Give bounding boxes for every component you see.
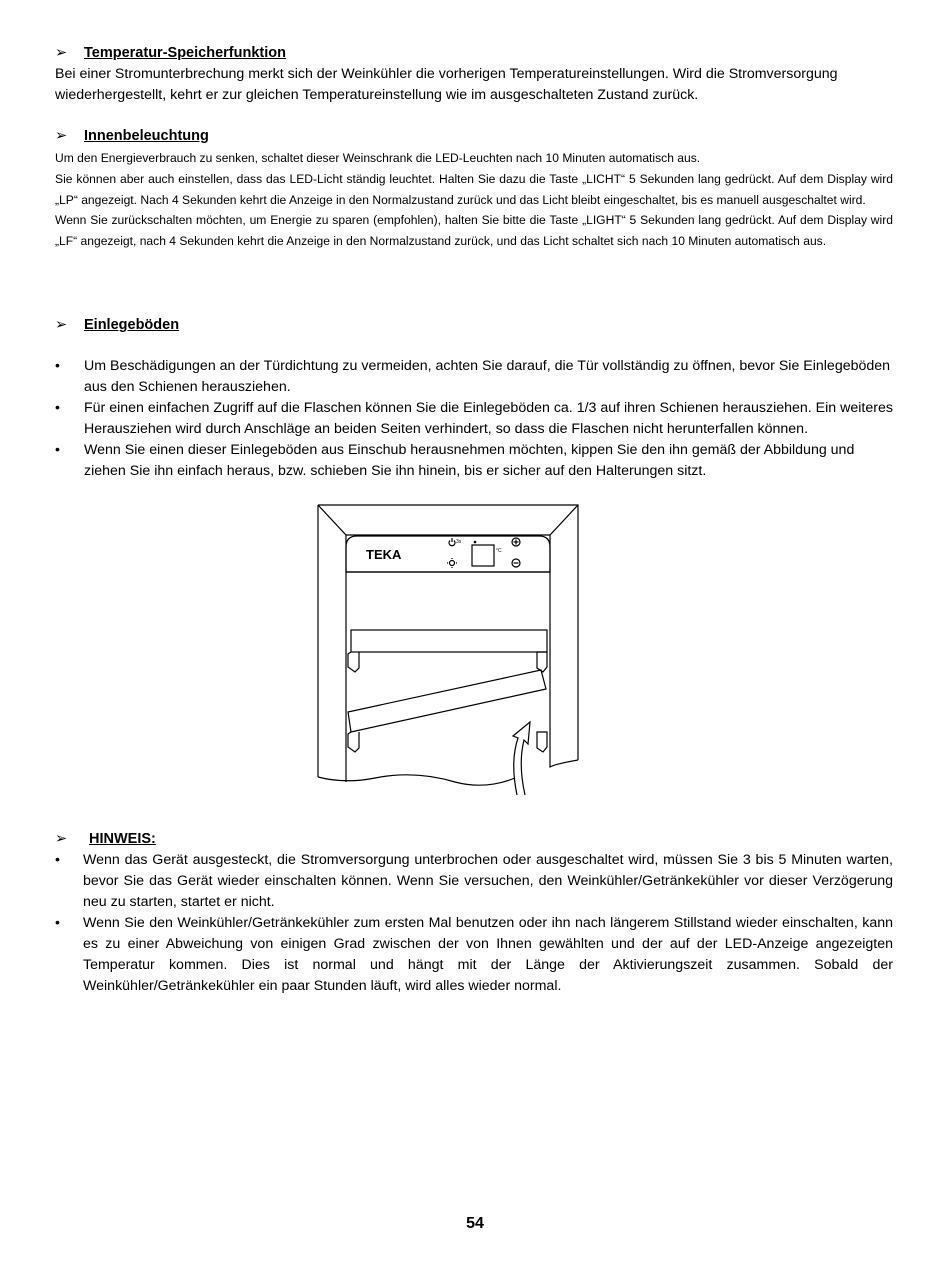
arrow-marker: ➢ <box>55 831 68 847</box>
list-item <box>55 913 893 997</box>
shelf-tilted <box>348 670 546 732</box>
unit-label: °C <box>496 548 502 554</box>
frame-top-bevel <box>318 505 578 535</box>
arrow-marker: ➢ <box>55 317 68 333</box>
heading-text: Innenbeleuchtung <box>84 128 209 144</box>
shelf-upper <box>351 630 547 652</box>
rail-right-upper <box>537 652 547 672</box>
arrow-icon <box>513 722 530 795</box>
list-item <box>55 356 893 398</box>
light-icon <box>450 561 455 566</box>
light-paragraph-3: Wenn Sie zurückschalten möchten, um Energie zu sparen (empfohlen), halten Sie bitte die Taste „LIGHT“ 5 Sekunden lang gedrückt. Auf dem Display wird „LF“ angezeigt, nach 4 Sekunden kehrt die Anzeige in den Normalzustand zurück, und das Licht schaltet sich nach 10 Minuten automatisch aus. <box>55 213 893 249</box>
light-paragraph-2: Sie können aber auch einstellen, dass das LED-Licht ständig leuchtet. Halten Sie dazu die Taste „LICHT“ 5 Sekunden lang gedrückt. Auf dem Display wird „LP“ angezeigt. Nach 4 Sekunden kehrt die Anzeige in den Normalzustand zurück und das Licht bleibt eingeschaltet, bis es manuell ausgeschaltet wird. <box>55 171 893 207</box>
list-item <box>55 440 893 482</box>
note-list <box>55 850 893 997</box>
heading-text: Einlegeböden <box>84 317 180 333</box>
list-item-text: Für einen einfachen Zugriff auf die Flaschen können Sie die Einlegeböden ca. 1/3 auf ihren Schienen herausziehen. Ein weiteres Herausziehen wird durch Anschläge an beiden Seiten verhindert, so dass die Flaschen nicht herunterfallen können. <box>84 400 893 437</box>
light-paragraph-1: Um den Energieverbrauch zu senken, schaltet dieser Weinschrank die LED-Leuchten nach 10 Minuten automatisch aus. <box>55 151 701 165</box>
shelves-list <box>55 356 893 482</box>
heading-note <box>55 831 156 847</box>
page-number: 54 <box>466 1215 484 1232</box>
cut-line <box>318 775 515 785</box>
list-item-text: Wenn Sie den Weinkühler/Getränkekühler zum ersten Mal benutzen oder ihn nach längerem Stillstand wieder einschalten, kann es zu einer Abweichung von einigen Grad zwischen der von Ihnen gewählten und der auf der LED-Anzeige angezeigten Temperatur kommen. Dies ist normal und hängt mit der Länge der Aktivierungszeit zusammen. Sobald der Weinkühler/Getränkekühler ein paar Stunden läuft, wird alles wieder normal. <box>83 915 893 994</box>
rail-right-lower <box>537 732 547 752</box>
bullet-dot: • <box>55 852 60 868</box>
indicator-dot <box>474 541 477 544</box>
rail-left-lower <box>348 732 359 752</box>
list-item <box>55 850 893 913</box>
bullet-dot: • <box>55 442 60 458</box>
list-item-text: Um Beschädigungen an der Türdichtung zu vermeiden, achten Sie darauf, die Tür vollständig zu öffnen, bevor Sie Einlegeböden aus den Schienen herausziehen. <box>84 358 891 395</box>
brand-logo: TEKA <box>366 547 402 562</box>
heading-temperature-memory <box>55 45 286 61</box>
list-item <box>55 398 893 440</box>
bullet-dot: • <box>55 358 60 374</box>
display-box <box>472 545 494 566</box>
arrow-marker: ➢ <box>55 45 68 61</box>
shelf-removal-illustration <box>315 502 583 798</box>
bullet-dot: • <box>55 400 60 416</box>
arrow-marker: ➢ <box>55 128 68 144</box>
heading-text: Temperatur-Speicherfunktion <box>84 45 286 61</box>
bullet-dot: • <box>55 915 60 931</box>
temperature-memory-text: Bei einer Stromunterbrechung merkt sich der Weinkühler die vorherigen Temperatureinstellungen. Wird die Stromversorgung wiederhergestellt, kehrt er zur gleichen Temperatureinstellung wie im ausgeschalteten Zustand zurück. <box>55 66 838 103</box>
power-label: 3s <box>456 539 462 545</box>
list-item-text: Wenn Sie einen dieser Einlegeböden aus Einschub herausnehmen möchten, kippen Sie den ihn gemäß der Abbildung und ziehen Sie ihn einfach heraus, bzw. schieben Sie ihn hinein, bis er sicher auf den Halterungen sitzt. <box>84 442 855 479</box>
heading-text: HINWEIS: <box>89 831 156 847</box>
cabinet-frame <box>318 505 578 760</box>
heading-shelves <box>55 317 179 333</box>
heading-interior-light <box>55 128 209 144</box>
rail-left-upper <box>348 652 359 672</box>
interior-light-text <box>55 148 893 252</box>
list-item-text: Wenn das Gerät ausgesteckt, die Stromversorgung unterbrochen oder ausgeschaltet wird, müssen Sie 3 bis 5 Minuten warten, bevor Sie das Gerät wieder einschalten können. Wenn Sie versuchen, den Weinkühler/Getränkekühler vor dieser Verzögerung neu zu starten, startet er nicht. <box>83 852 893 910</box>
